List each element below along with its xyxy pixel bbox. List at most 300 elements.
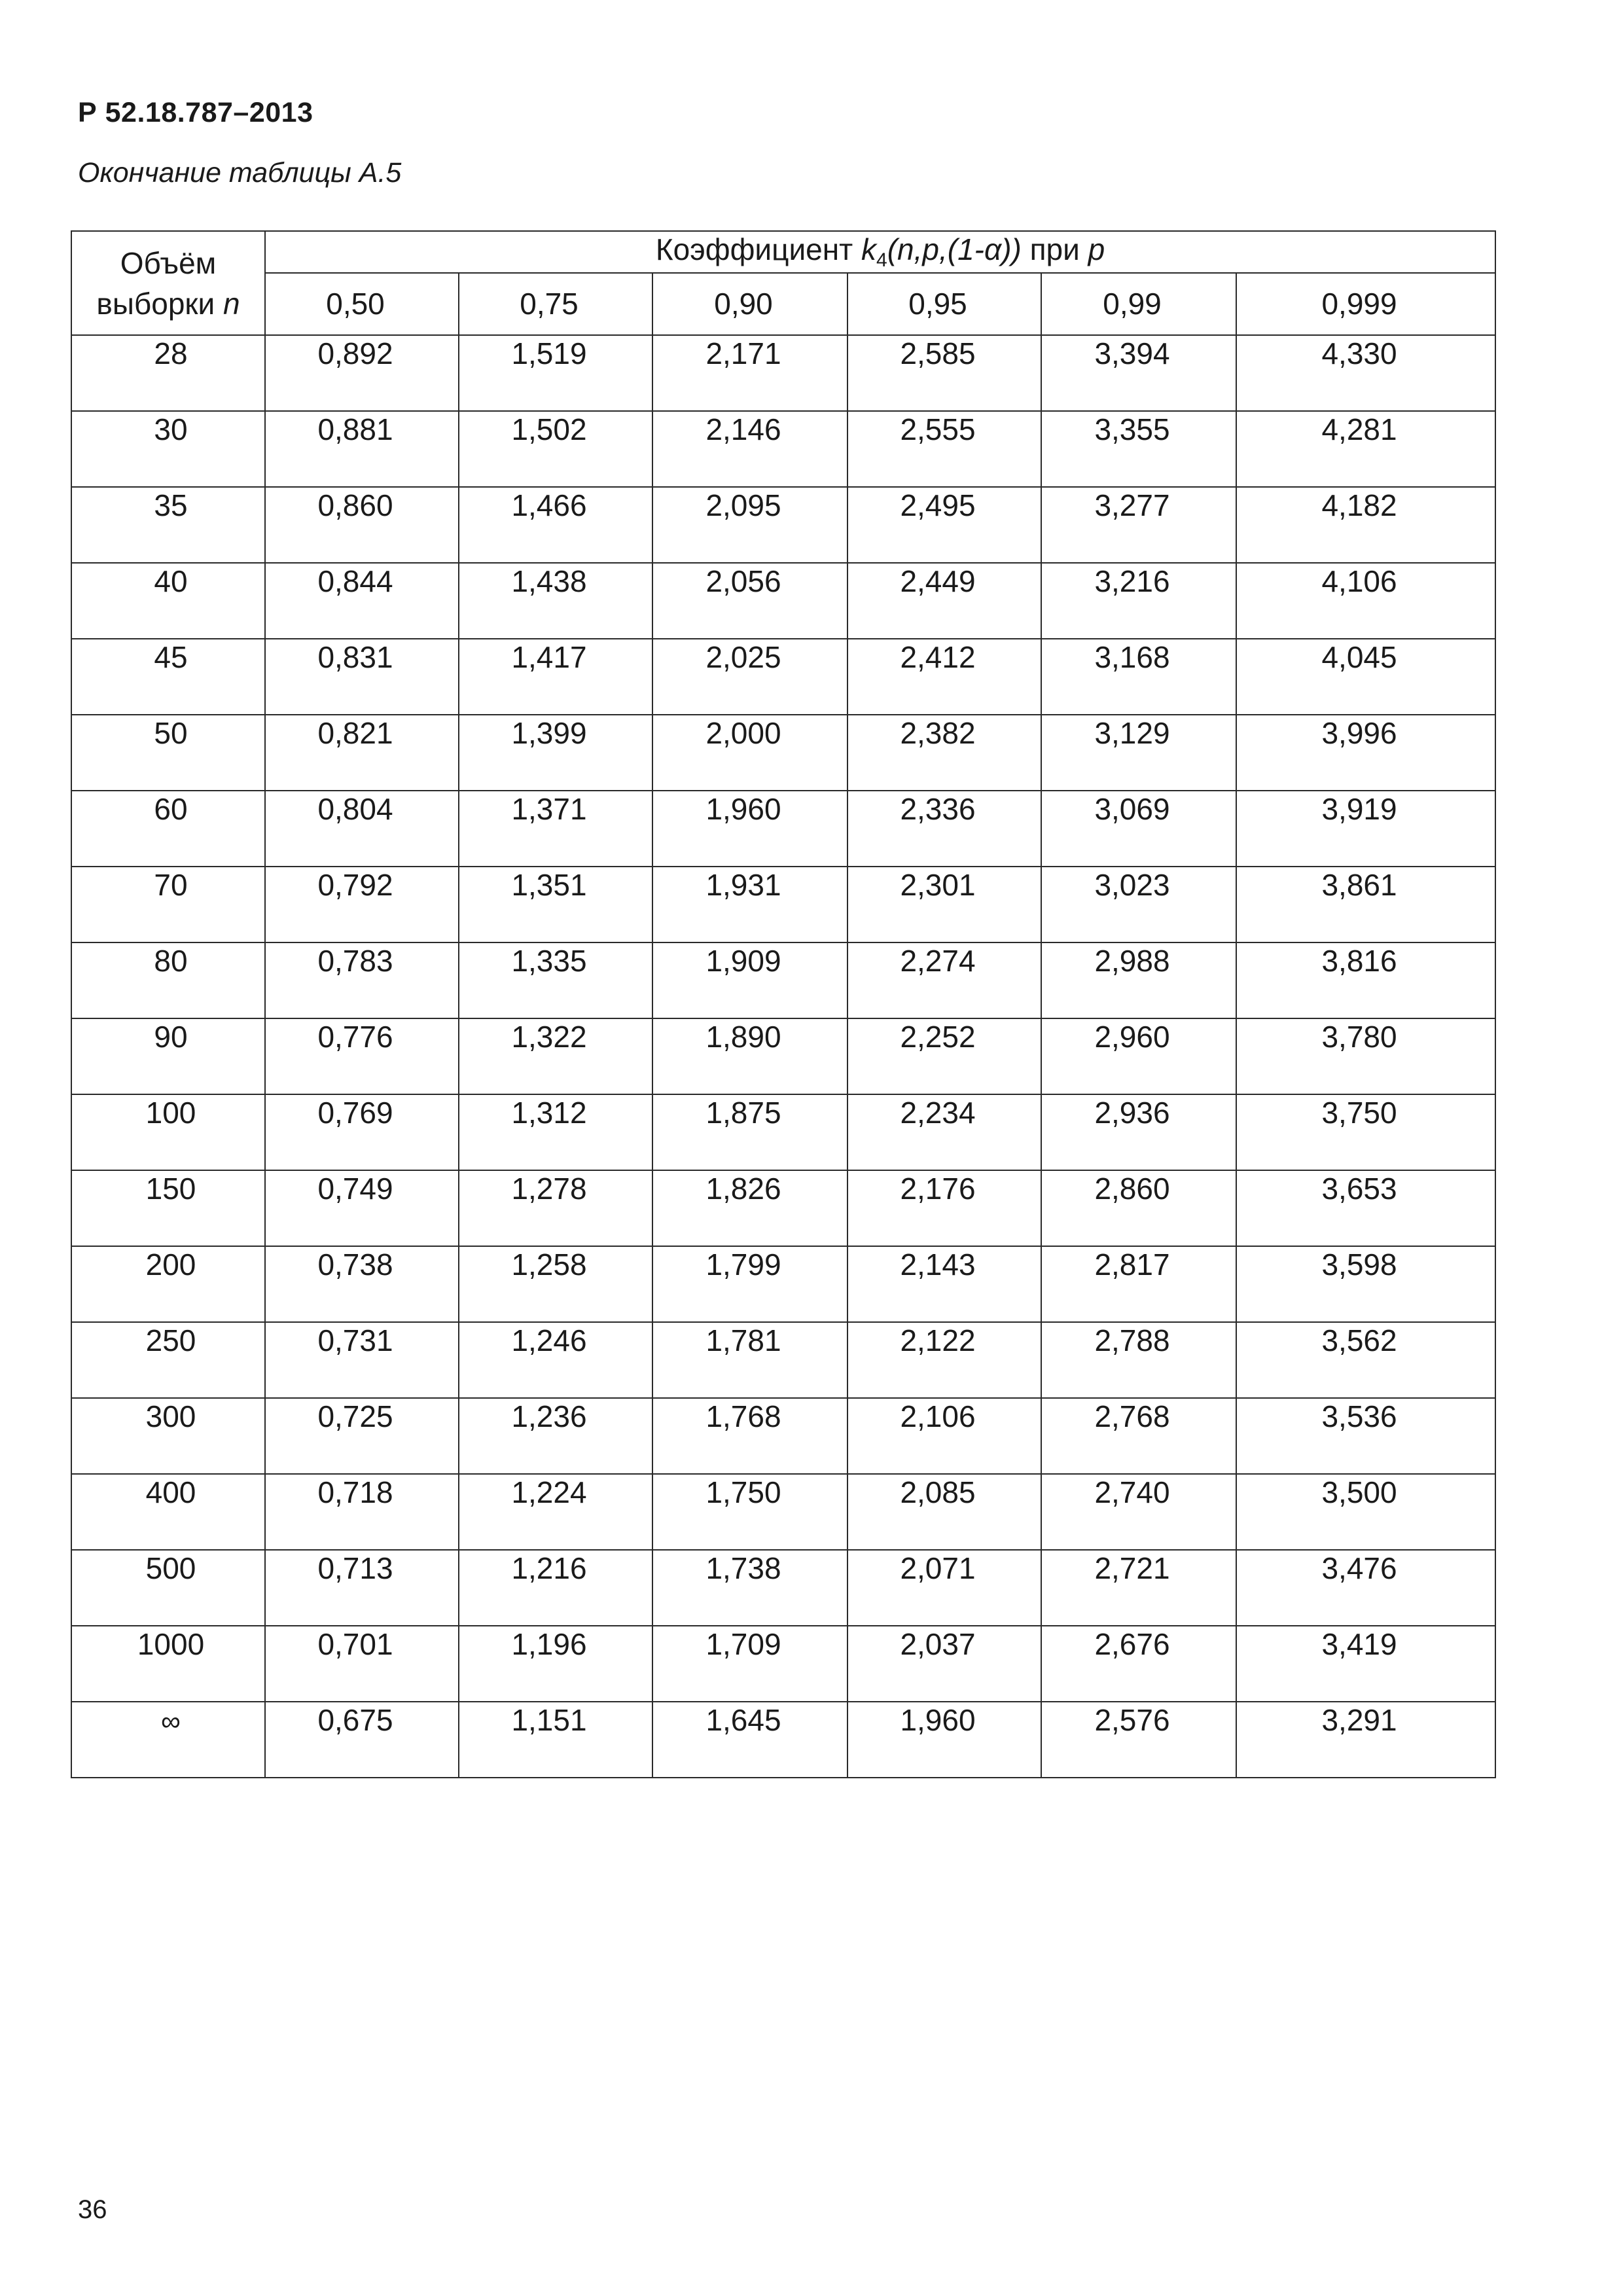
coefficient-value: 3,919: [1321, 792, 1397, 826]
table-row: [71, 1474, 1495, 1550]
coefficient-value: 3,291: [1321, 1703, 1397, 1737]
sample-size-cell: [71, 1322, 265, 1398]
p-value-text: 0,999: [1321, 287, 1397, 321]
coefficient-value: 1,236: [511, 1399, 587, 1433]
coefficient-value: 3,069: [1094, 792, 1170, 826]
sample-size-value: 90: [154, 1020, 188, 1054]
coefficient-value: 0,892: [317, 336, 393, 370]
sample-size-cell: [71, 1246, 265, 1322]
coefficient-cell: [1041, 1246, 1236, 1322]
coefficient-args: (n,p,(1-α)): [887, 232, 1022, 267]
coefficient-cell: [1236, 942, 1495, 1018]
coefficient-cell: [652, 715, 847, 791]
sample-size-cell: [71, 942, 265, 1018]
coefficient-cell: [652, 1322, 847, 1398]
coefficient-value: 0,860: [317, 488, 393, 522]
coefficient-value: 0,725: [317, 1399, 393, 1433]
sample-size-value: 400: [145, 1475, 196, 1509]
coefficient-cell: [1041, 1398, 1236, 1474]
sample-size-cell: [71, 791, 265, 867]
coefficient-value: 0,881: [317, 412, 393, 446]
coefficient-cell: [265, 1398, 459, 1474]
table-header-row: [71, 231, 1495, 273]
coefficient-cell: [652, 487, 847, 563]
coefficient-cell: [459, 563, 652, 639]
sample-size-cell: [71, 1550, 265, 1626]
p-values-row: [71, 273, 1495, 336]
coefficient-value: 1,216: [511, 1551, 587, 1585]
coefficient-value: 3,996: [1321, 716, 1397, 750]
coefficient-value: 1,875: [705, 1096, 781, 1130]
sample-size-value: 200: [145, 1247, 196, 1282]
coefficient-cell: [1041, 563, 1236, 639]
coefficient-value: 2,056: [705, 564, 781, 598]
coefficient-cell: [1236, 867, 1495, 942]
coefficient-cell: [847, 1246, 1041, 1322]
coefficient-cell: [459, 1246, 652, 1322]
coefficient-cell: [265, 1322, 459, 1398]
coefficient-value: 2,234: [900, 1096, 976, 1130]
coefficient-value: 2,576: [1094, 1703, 1170, 1737]
document-id: Р 52.18.787–2013: [78, 97, 313, 128]
coefficient-cell: [652, 1474, 847, 1550]
coefficient-cell: [265, 1094, 459, 1170]
coefficient-value: 0,701: [317, 1627, 393, 1661]
coefficient-value: 1,466: [511, 488, 587, 522]
coefficient-cell: [847, 715, 1041, 791]
coefficient-cell: [847, 1702, 1041, 1778]
coefficient-cell: [1041, 1170, 1236, 1246]
sample-size-value: 40: [154, 564, 188, 598]
page-number: 36: [78, 2195, 107, 2224]
sample-size-value: 60: [154, 792, 188, 826]
coefficient-value: 3,168: [1094, 640, 1170, 674]
coefficient-cell: [265, 335, 459, 411]
coefficient-cell: [1041, 791, 1236, 867]
coefficient-value: 2,412: [900, 640, 976, 674]
coefficient-cell: [847, 487, 1041, 563]
coefficient-value: 3,536: [1321, 1399, 1397, 1433]
coefficient-k: k: [861, 232, 877, 267]
coefficient-cell: [1041, 1018, 1236, 1094]
sample-size-cell: [71, 715, 265, 791]
coefficient-value: 1,519: [511, 336, 587, 370]
sample-size-cell: [71, 1702, 265, 1778]
sample-size-value: 28: [154, 336, 188, 370]
p-value-header: [847, 273, 1041, 336]
sample-size-value: 1000: [137, 1627, 205, 1661]
coefficient-value: 3,129: [1094, 716, 1170, 750]
coefficient-cell: [459, 1626, 652, 1702]
table-row: [71, 487, 1495, 563]
coefficient-value: 2,000: [705, 716, 781, 750]
coefficient-value: 3,476: [1321, 1551, 1397, 1585]
coefficient-cell: [847, 791, 1041, 867]
coefficient-value: 1,371: [511, 792, 587, 826]
coefficient-value: 3,816: [1321, 944, 1397, 978]
sample-size-cell: [71, 1474, 265, 1550]
table-row: [71, 1170, 1495, 1246]
table-body: [71, 335, 1495, 1778]
coefficient-header-mid: при: [1021, 232, 1088, 267]
table-row: [71, 1018, 1495, 1094]
sample-size-value: 80: [154, 944, 188, 978]
sample-size-value: 100: [145, 1096, 196, 1130]
coefficient-value: 2,106: [900, 1399, 976, 1433]
coefficient-cell: [1236, 335, 1495, 411]
coefficient-cell: [652, 411, 847, 487]
coefficient-cell: [1041, 639, 1236, 715]
coefficient-value: 1,151: [511, 1703, 587, 1737]
coefficient-cell: [265, 942, 459, 1018]
coefficient-cell: [265, 1018, 459, 1094]
coefficient-value: 0,675: [317, 1703, 393, 1737]
coefficient-value: 0,718: [317, 1475, 393, 1509]
table-row: [71, 1626, 1495, 1702]
coefficient-value: 3,394: [1094, 336, 1170, 370]
coefficient-value: 2,788: [1094, 1323, 1170, 1357]
coefficient-cell: [459, 1094, 652, 1170]
coefficient-cell: [1041, 942, 1236, 1018]
coefficient-value: 3,500: [1321, 1475, 1397, 1509]
coefficient-cell: [652, 1018, 847, 1094]
coefficient-value: 2,449: [900, 564, 976, 598]
coefficient-cell: [1041, 1474, 1236, 1550]
coefficient-cell: [265, 563, 459, 639]
coefficient-cell: [1236, 1094, 1495, 1170]
sample-size-cell: [71, 639, 265, 715]
sample-size-cell: [71, 487, 265, 563]
coefficient-cell: [1041, 715, 1236, 791]
sample-size-cell: [71, 335, 265, 411]
coefficient-value: 3,780: [1321, 1020, 1397, 1054]
coefficient-cell: [652, 1094, 847, 1170]
coefficient-cell: [847, 942, 1041, 1018]
sample-size-value: 500: [145, 1551, 196, 1585]
coefficient-value: 3,277: [1094, 488, 1170, 522]
table-caption: Окончание таблицы А.5: [78, 157, 402, 188]
coefficient-value: 2,988: [1094, 944, 1170, 978]
coefficient-cell: [459, 1018, 652, 1094]
coefficient-cell: [1041, 1550, 1236, 1626]
coefficient-cell: [1236, 791, 1495, 867]
coefficient-value: 1,246: [511, 1323, 587, 1357]
coefficient-cell: [459, 411, 652, 487]
coefficient-value: 1,438: [511, 564, 587, 598]
p-value-header: [265, 273, 459, 336]
coefficient-value: 1,196: [511, 1627, 587, 1661]
coefficient-value: 1,781: [705, 1323, 781, 1357]
sample-size-value: 150: [145, 1172, 196, 1206]
coefficient-value: 4,330: [1321, 336, 1397, 370]
coefficient-cell: [1236, 1398, 1495, 1474]
coefficient-value: 0,831: [317, 640, 393, 674]
coefficient-value: 2,252: [900, 1020, 976, 1054]
sample-size-value: 300: [145, 1399, 196, 1433]
coefficient-value: 1,750: [705, 1475, 781, 1509]
sample-size-cell: [71, 1094, 265, 1170]
coefficient-cell: [1041, 1702, 1236, 1778]
coefficient-cell: [1041, 335, 1236, 411]
coefficient-cell: [459, 715, 652, 791]
coefficient-cell: [265, 487, 459, 563]
coefficient-cell: [265, 639, 459, 715]
coefficient-value: 3,419: [1321, 1627, 1397, 1661]
coefficient-value: 1,960: [900, 1703, 976, 1737]
coefficient-value: 1,278: [511, 1172, 587, 1206]
table-row: [71, 1246, 1495, 1322]
sample-size-var: n: [223, 286, 240, 321]
coefficient-cell: [652, 1702, 847, 1778]
coefficient-cell: [265, 1474, 459, 1550]
coefficient-value: 3,861: [1321, 868, 1397, 902]
coefficient-value: 2,860: [1094, 1172, 1170, 1206]
sample-size-header-line2: выборки: [96, 286, 215, 321]
coefficient-cell: [265, 1170, 459, 1246]
coefficient-value: 3,750: [1321, 1096, 1397, 1130]
coefficient-cell: [847, 563, 1041, 639]
coefficient-value: 2,176: [900, 1172, 976, 1206]
coefficient-value: 2,301: [900, 868, 976, 902]
sample-size-value: 30: [154, 412, 188, 446]
coefficient-cell: [652, 1246, 847, 1322]
coefficient-cell: [847, 1170, 1041, 1246]
p-value-header: [652, 273, 847, 336]
coefficient-cell: [459, 1702, 652, 1778]
coefficient-cell: [1041, 1626, 1236, 1702]
coefficient-value: 4,281: [1321, 412, 1397, 446]
coefficient-value: 2,936: [1094, 1096, 1170, 1130]
coefficient-cell: [847, 867, 1041, 942]
p-value-text: 0,90: [714, 287, 773, 321]
coefficient-cell: [265, 411, 459, 487]
coefficient-cell: [459, 867, 652, 942]
coefficient-value: 4,106: [1321, 564, 1397, 598]
coefficient-value: 1,909: [705, 944, 781, 978]
coefficient-cell: [847, 639, 1041, 715]
coefficient-cell: [265, 1550, 459, 1626]
coefficient-cell: [1236, 563, 1495, 639]
coefficient-value: 3,355: [1094, 412, 1170, 446]
coefficient-value: 2,495: [900, 488, 976, 522]
coefficient-header-prefix: Коэффициент: [655, 232, 862, 267]
coefficient-cell: [1236, 1702, 1495, 1778]
coefficient-value: 4,182: [1321, 488, 1397, 522]
coefficient-cell: [1236, 1626, 1495, 1702]
coefficient-cell: [652, 563, 847, 639]
table-row: [71, 563, 1495, 639]
sample-size-cell: [71, 1170, 265, 1246]
coefficient-cell: [265, 715, 459, 791]
coefficient-value: 1,417: [511, 640, 587, 674]
table-row: [71, 1550, 1495, 1626]
coefficient-value: 1,645: [705, 1703, 781, 1737]
coefficient-value: 1,322: [511, 1020, 587, 1054]
sample-size-header: [71, 231, 265, 335]
coefficient-cell: [652, 1550, 847, 1626]
coefficient-value: 2,025: [705, 640, 781, 674]
coefficient-value: 3,598: [1321, 1247, 1397, 1282]
coefficient-value: 1,931: [705, 868, 781, 902]
coefficient-value: 1,709: [705, 1627, 781, 1661]
coefficient-cell: [652, 1626, 847, 1702]
coefficient-cell: [459, 1550, 652, 1626]
sample-size-cell: [71, 563, 265, 639]
coefficient-cell: [265, 1626, 459, 1702]
coefficient-value: 2,071: [900, 1551, 976, 1585]
coefficient-value: 2,721: [1094, 1551, 1170, 1585]
p-value-header: [1236, 273, 1495, 336]
coefficient-cell: [459, 639, 652, 715]
coefficient-cell: [652, 942, 847, 1018]
coefficient-value: 0,776: [317, 1020, 393, 1054]
table-row: [71, 715, 1495, 791]
coefficient-value: 3,653: [1321, 1172, 1397, 1206]
coefficient-value: 1,258: [511, 1247, 587, 1282]
coefficient-value: 0,844: [317, 564, 393, 598]
table-row: [71, 791, 1495, 867]
coefficient-value: 3,216: [1094, 564, 1170, 598]
sample-size-cell: [71, 1018, 265, 1094]
sample-size-value: 250: [145, 1323, 196, 1357]
coefficient-cell: [1236, 1322, 1495, 1398]
coefficient-value: 1,351: [511, 868, 587, 902]
coefficient-value: 3,562: [1321, 1323, 1397, 1357]
coefficient-value: 1,312: [511, 1096, 587, 1130]
table-row: [71, 942, 1495, 1018]
coefficient-value: 0,713: [317, 1551, 393, 1585]
coefficient-cell: [652, 639, 847, 715]
coefficient-value: 1,502: [511, 412, 587, 446]
coefficient-cell: [847, 335, 1041, 411]
sample-size-cell: [71, 867, 265, 942]
coefficient-value: 2,122: [900, 1323, 976, 1357]
sample-size-value: 45: [154, 640, 188, 674]
coefficient-value: 0,738: [317, 1247, 393, 1282]
sample-size-cell: [71, 1398, 265, 1474]
sample-size-value: ∞: [161, 1706, 181, 1736]
coefficient-value: 2,555: [900, 412, 976, 446]
coefficient-cell: [459, 1474, 652, 1550]
coefficient-cell: [459, 1170, 652, 1246]
coefficient-cell: [1041, 1322, 1236, 1398]
coefficient-cell: [459, 791, 652, 867]
coefficient-cell: [459, 1322, 652, 1398]
p-value-header: [459, 273, 652, 336]
coefficient-cell: [847, 1626, 1041, 1702]
coefficient-value: 0,749: [317, 1172, 393, 1206]
table-row: [71, 1094, 1495, 1170]
coefficient-value: 2,585: [900, 336, 976, 370]
coefficient-value: 0,821: [317, 716, 393, 750]
coefficient-cell: [459, 487, 652, 563]
coefficient-cell: [847, 1474, 1041, 1550]
coefficient-cell: [1041, 487, 1236, 563]
coefficient-value: 2,676: [1094, 1627, 1170, 1661]
coefficient-value: 1,738: [705, 1551, 781, 1585]
coefficient-cell: [1236, 411, 1495, 487]
coefficient-value: 1,826: [705, 1172, 781, 1206]
coefficient-cell: [1236, 715, 1495, 791]
table-row: [71, 335, 1495, 411]
sample-size-cell: [71, 411, 265, 487]
coefficient-cell: [652, 867, 847, 942]
coefficient-cell: [265, 1702, 459, 1778]
coefficient-value: 0,804: [317, 792, 393, 826]
coefficient-cell: [1236, 1474, 1495, 1550]
table-row: [71, 1322, 1495, 1398]
coefficient-value: 1,224: [511, 1475, 587, 1509]
coefficient-value: 2,274: [900, 944, 976, 978]
coefficient-cell: [1236, 639, 1495, 715]
coefficient-value: 0,792: [317, 868, 393, 902]
coefficient-value: 2,095: [705, 488, 781, 522]
coefficient-cell: [459, 942, 652, 1018]
coefficient-value: 2,085: [900, 1475, 976, 1509]
coefficient-cell: [652, 335, 847, 411]
coefficient-cell: [265, 867, 459, 942]
coefficient-value: 0,731: [317, 1323, 393, 1357]
coefficient-value: 2,336: [900, 792, 976, 826]
coefficient-value: 0,783: [317, 944, 393, 978]
p-value-text: 0,95: [908, 287, 967, 321]
coefficient-cell: [1236, 1550, 1495, 1626]
sample-size-cell: [71, 1626, 265, 1702]
coefficient-k-sub: 4: [876, 249, 887, 272]
coefficient-value: 4,045: [1321, 640, 1397, 674]
p-value-text: 0,75: [520, 287, 579, 321]
coefficient-value: 0,769: [317, 1096, 393, 1130]
coefficient-value: 1,768: [705, 1399, 781, 1433]
coefficient-cell: [652, 1398, 847, 1474]
coefficient-cell: [1236, 1170, 1495, 1246]
coefficient-table: [71, 230, 1496, 1778]
sample-size-value: 70: [154, 868, 188, 902]
coefficient-value: 3,023: [1094, 868, 1170, 902]
coefficient-cell: [265, 791, 459, 867]
coefficient-value: 2,143: [900, 1247, 976, 1282]
coefficient-cell: [847, 1094, 1041, 1170]
coefficient-cell: [847, 1322, 1041, 1398]
coefficient-value: 1,960: [705, 792, 781, 826]
coefficient-value: 1,799: [705, 1247, 781, 1282]
coefficient-cell: [652, 1170, 847, 1246]
coefficient-cell: [847, 1398, 1041, 1474]
coefficient-cell: [1041, 1094, 1236, 1170]
coefficient-cell: [847, 411, 1041, 487]
coefficient-value: 1,399: [511, 716, 587, 750]
coefficient-cell: [1041, 411, 1236, 487]
coefficient-cell: [459, 1398, 652, 1474]
coefficient-value: 2,146: [705, 412, 781, 446]
coefficient-cell: [1236, 1018, 1495, 1094]
coefficient-value: 2,171: [705, 336, 781, 370]
sample-size-value: 35: [154, 488, 188, 522]
coefficient-value: 2,037: [900, 1627, 976, 1661]
coefficient-cell: [1041, 867, 1236, 942]
coefficient-value: 2,960: [1094, 1020, 1170, 1054]
table-row: [71, 639, 1495, 715]
sample-size-value: 50: [154, 716, 188, 750]
sample-size-header-line1: Объём: [120, 245, 217, 280]
coefficient-cell: [1236, 487, 1495, 563]
coefficient-value: 2,817: [1094, 1247, 1170, 1282]
coefficient-value: 2,740: [1094, 1475, 1170, 1509]
coefficient-cell: [847, 1018, 1041, 1094]
coefficient-p: p: [1088, 232, 1105, 267]
coefficient-cell: [459, 335, 652, 411]
table-row: [71, 1398, 1495, 1474]
